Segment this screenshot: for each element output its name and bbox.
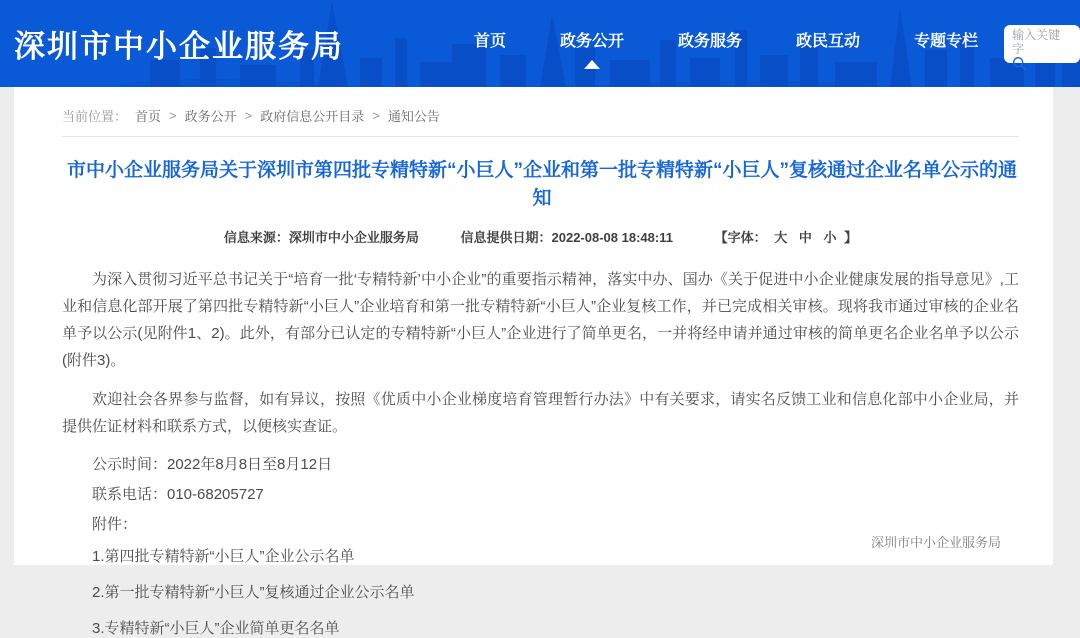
breadcrumb-item-home[interactable]: 首页 — [135, 109, 162, 124]
nav-item-gov-info[interactable] — [560, 22, 624, 65]
font-size-medium-button[interactable]: 中 — [798, 230, 812, 245]
meta-source: 信息来源：深圳市中小企业服务局 — [223, 230, 419, 245]
font-label-close: 】 — [844, 230, 858, 245]
breadcrumb — [62, 87, 1019, 125]
main-nav — [474, 22, 978, 65]
article-title: 市中小企业服务局关于深圳市第四批专精特新“小巨人”企业和第一批专精特新“小巨人”复核通过企业名单公示的通知 — [66, 160, 1017, 209]
breadcrumb-item-notices[interactable]: 通知公告 — [387, 109, 440, 124]
attachment-link-2[interactable]: 2.第一批专精特新“小巨人”复核通过企业公示名单 — [92, 584, 415, 601]
content-card — [14, 87, 1053, 637]
publicity-time: 公示时间：2022年8月8日至8月12日 — [92, 456, 333, 473]
breadcrumb-separator: > — [372, 108, 380, 123]
site-title: 深圳市中小企业服务局 — [14, 29, 344, 64]
nav-item-label: 政务公开 — [560, 33, 625, 50]
breadcrumb-item-info-catalog[interactable]: 政府信息公开目录 — [260, 109, 365, 124]
nav-item-gov-services[interactable] — [678, 22, 742, 65]
breadcrumb-item-gov-info[interactable]: 政务公开 — [184, 109, 237, 124]
attachment-link-3[interactable]: 3.专精特新“小巨人”企业简单更名名单 — [92, 620, 340, 637]
attachment-link-1[interactable]: 1.第四批专精特新“小巨人”企业公示名单 — [92, 548, 355, 565]
nav-item-label: 专题专栏 — [914, 33, 979, 50]
search-placeholder: 输入关键字 — [1012, 27, 1061, 56]
article-body — [62, 266, 1019, 638]
nav-item-label: 政务服务 — [678, 33, 743, 50]
nav-item-home[interactable] — [474, 22, 506, 65]
breadcrumb-separator: > — [169, 108, 177, 123]
search-input[interactable] — [1004, 25, 1080, 63]
contact-phone: 联系电话：010-68205727 — [92, 486, 264, 503]
article-meta — [62, 227, 1019, 246]
search-icon[interactable] — [1012, 56, 1027, 71]
paragraph: 为深入贯彻习近平总书记关于“培育一批‘专精特新’中小企业”的重要指示精神，落实中办、国办《关于促进中小企业健康发展的指导意见》,工业和信息化部开展了第四批专精特新“小巨人”企业培育和第一批专精特新“小巨人”企业复核工作，并已完成相关审核。现将我市通过审核的企业名单予以公示(见附件1、2)。此外，有部分已认定的专精特新“小巨人”企业进行了简单更名，一并将经申请并通过审核的简单更名企业名单予以公示(附件3)。 — [62, 271, 1019, 369]
nav-item-special-topics[interactable] — [914, 22, 978, 65]
nav-item-interaction[interactable] — [796, 22, 860, 65]
nav-item-label: 政民互动 — [796, 33, 861, 50]
page-background — [0, 87, 1080, 637]
breadcrumb-divider — [62, 136, 1019, 137]
meta-date: 信息提供日期：2022-08-08 18:48:11 — [460, 230, 673, 245]
font-size-large-button[interactable]: 大 — [774, 230, 788, 245]
font-size-controls — [715, 230, 858, 245]
font-label-open: 【字体： — [714, 230, 767, 245]
article-signature: 深圳市中小企业服务局 — [870, 535, 1001, 550]
attachments-label: 附件： — [92, 516, 138, 533]
paragraph: 欢迎社会各界参与监督，如有异议，按照《优质中小企业梯度培育管理暂行办法》中有关要求，请实名反馈工业和信息化部中小企业局，并提供佐证材料和联系方式，以便核实查证。 — [62, 391, 1019, 435]
font-size-small-button[interactable]: 小 — [823, 230, 837, 245]
nav-item-label: 首页 — [474, 33, 507, 50]
breadcrumb-separator: > — [244, 108, 253, 123]
breadcrumb-prefix: 当前位置： — [62, 109, 128, 124]
site-header — [0, 0, 1080, 87]
active-nav-indicator-icon — [584, 60, 600, 69]
